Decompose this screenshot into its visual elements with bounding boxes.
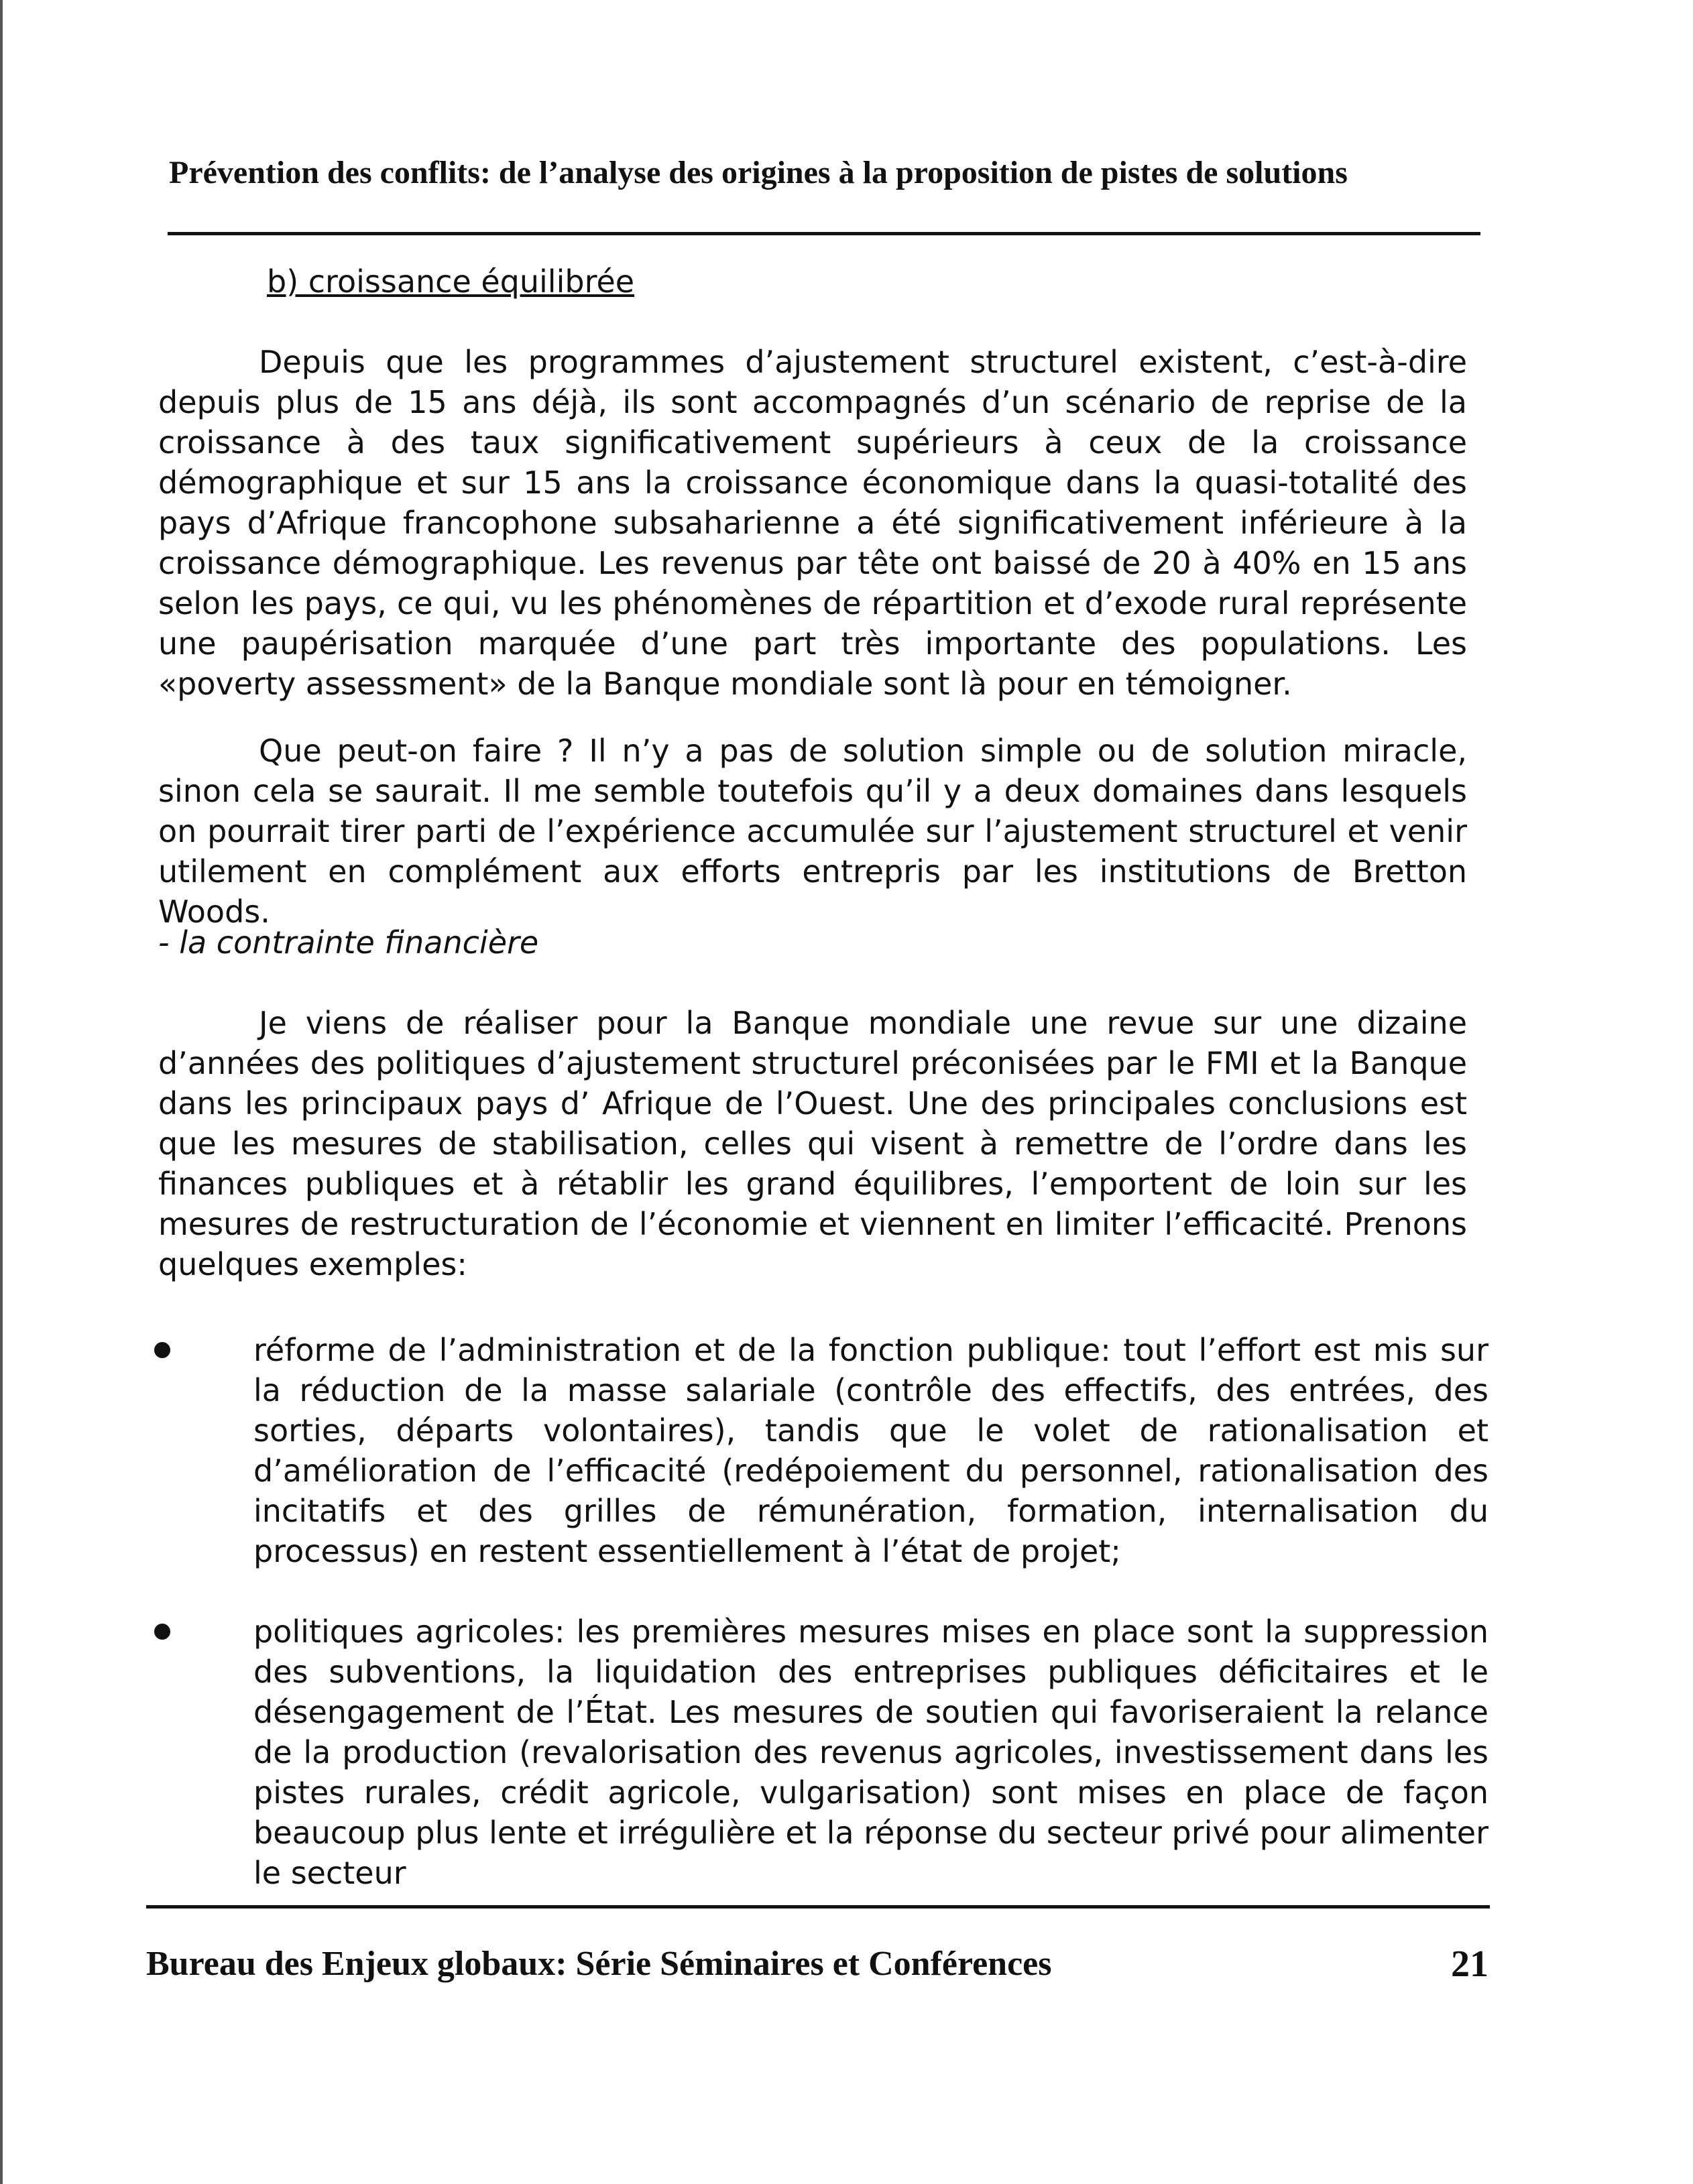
subsection-heading: - la contrainte financière [158,924,539,961]
scan-border [0,0,3,2184]
paragraph: Que peut-on faire ? Il n’y a pas de solution simple ou de solution miracle, sinon cela se saurait. Il me semble toutefois qu’il y a deux domaines dans lesquels on pourrait tirer parti de l’expérience accumulée sur l’ajustement structurel et venir utilement en complément aux efforts entrepris par les institutions de Bretton Woods. [158,733,1467,930]
bullet-item [154,1330,1488,1571]
paragraph: Depuis que les programmes d’ajustement structurel existent, c’est-à-dire depuis plus de 15 ans déjà, ils sont accompagnés d’un scénario de reprise de la croissance à des taux significativement supérieurs à ceux de la croissance démographique et sur 15 ans la croissance économique dans la quasi-totalité des pays d’Afrique francophone subsaharienne a été significativement inférieure à la croissance démographique. Les revenus par tête ont baissé de 20 à 40% en 15 ans selon les pays, ce qui, vu les phénomènes de répartition et d’exode rural représente une paupérisation marquée d’une part très importante des populations. Les «poverty assessment» de la Banque mondiale sont là pour en témoigner. [158,344,1467,702]
bullet-text: réforme de l’administration et de la fonction publique: tout l’effort est mis sur la réduction de la masse salariale (contrôle des effectifs, des entrées, des sorties, départs volontaires), tandis que le volet de rationalisation et d’amélioration de l’efficacité (redépoiement du personnel, rationalisation des incitatifs et des grilles de rémunération, formation, internalisation du processus) en restent essentiellement à l’état de projet; [253,1332,1488,1569]
bullet-icon [154,1624,170,1640]
section-subheading: b) croissance équilibrée [267,263,635,300]
running-header: Prévention des conflits: de l’analyse des origines à la proposition de pistes de solutions [169,155,1348,190]
bullet-item [154,1612,1488,1893]
header-rule [168,232,1480,235]
bullet-text: politiques agricoles: les premières mesures mises en place sont la suppression des subventions, la liquidation des entreprises publiques déficitaires et le désengagement de l’État. Les mesures de soutien qui favoriseraient la relance de la production (revalorisation des revenus agricoles, investissement dans les pistes rurales, crédit agricole, vulgarisation) sont mises en place de façon beaucoup plus lente et irrégulière et la réponse du secteur privé pour alimenter le secteur [253,1614,1488,1891]
running-footer: Bureau des Enjeux globaux: Série Séminaires et Conférences [146,1945,1052,1983]
footer-rule [146,1905,1490,1908]
bullet-icon [154,1342,170,1358]
paragraph: Je viens de réaliser pour la Banque mondiale une revue sur une dizaine d’années des politiques d’ajustement structurel préconisées par le FMI et la Banque dans les principaux pays d’ Afrique de l’Ouest. Une des principales conclusions est que les mesures de stabilisation, celles qui visent à remettre de l’ordre dans les finances publiques et à rétablir les grand équilibres, l’emportent de loin sur les mesures de restructuration de l’économie et viennent en limiter l’efficacité. Prenons quelques exemples: [158,1005,1467,1282]
page-number: 21 [1451,1943,1488,1985]
